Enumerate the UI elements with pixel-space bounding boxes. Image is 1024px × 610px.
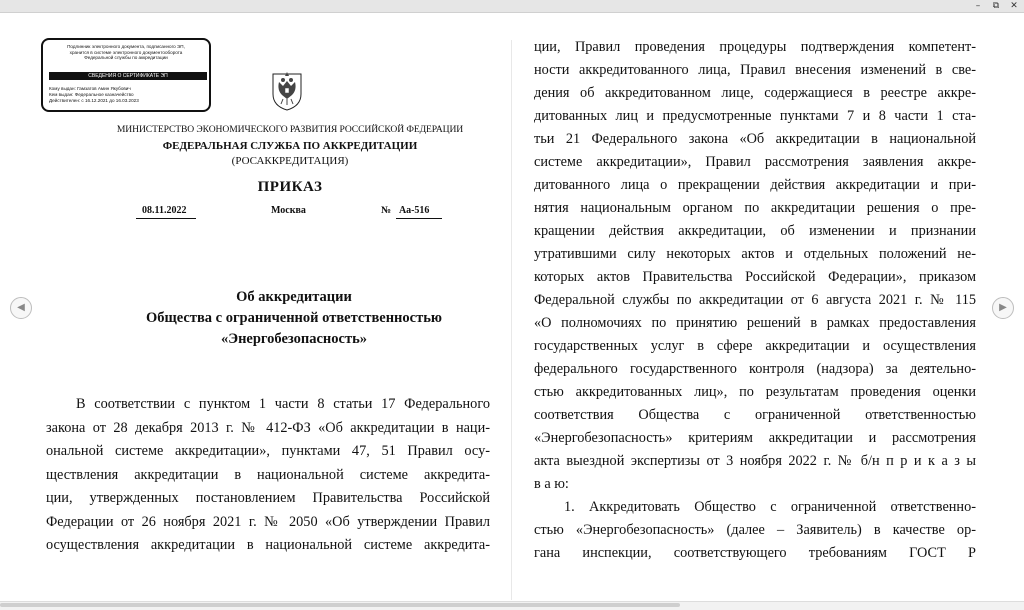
body-line: утратившими силу некоторых актов и отдельных положений не- [534, 246, 976, 262]
stamp-note-line: хранится в системе электронного документооборота [69, 49, 183, 55]
body-line: стью «Энергобезопасность» (далее – Заявитель) в качестве ор- [534, 522, 976, 538]
body-line: государственных услуг в сфере аккредитации и осуществления [534, 338, 976, 354]
window-title-bar [0, 0, 1024, 13]
stamp-note [43, 44, 209, 61]
body-line: «О полномочиях по принятию решений в рамках предоставления [534, 315, 976, 331]
body-line: дения об аккредитованном лице, содержащиеся в реестре аккре- [534, 85, 976, 101]
subject-line: «Энергобезопасность» [220, 331, 368, 347]
body-line: закона от 28 декабря 2013 г. № 412-ФЗ «Об аккредитации в наци- [46, 420, 490, 436]
body-line: Федерации от 26 ноября 2021 г. № 2050 «Об утверждении Правил [46, 514, 490, 530]
body-line: дитованных лиц и предусмотренные пунктами 7 и 8 части 1 ста- [534, 108, 976, 124]
coat-of-arms-icon [270, 68, 304, 112]
body-line: в а ю: [534, 476, 569, 492]
body-line: «Энергобезопасность» критериям аккредитации и рассмотрения [534, 430, 976, 446]
agency-short-name: (РОСАККРЕДИТАЦИЯ) [231, 155, 349, 167]
body-line: осуществления аккредитации в национальной системе аккредита- [46, 537, 490, 553]
subject-line: Об аккредитации [236, 289, 352, 305]
ministry-name: МИНИСТЕРСТВО ЭКОНОМИЧЕСКОГО РАЗВИТИЯ РОССИЙСКОЙ ФЕДЕРАЦИИ [116, 124, 464, 135]
body-line: ности аккредитованного лица, Правил внесения изменений в све- [534, 62, 976, 78]
body-line: ществления аккредитации в национальной системе аккредита- [46, 467, 490, 483]
order-subject [60, 287, 528, 350]
stamp-validity: Действителен: с 16.12.2021 до 16.03.2023 [49, 98, 139, 103]
body-line: гана инспекции, соответствующего требованиям ГОСТ Р [534, 545, 976, 561]
body-line: ональной системе аккредитации», пунктами 47, 51 Правил осу- [46, 443, 490, 459]
number-sign: № [381, 205, 392, 216]
minimize-button[interactable]: – [975, 1, 981, 11]
body-line: нятия национальным органом по аккредитации решения о пре- [534, 200, 976, 216]
body-line: кращении действия аккредитации, об изменении и признании [534, 223, 976, 239]
chevron-right-icon: ▶ [999, 302, 1007, 313]
digital-signature-stamp [41, 38, 211, 112]
chevron-left-icon: ◀ [17, 302, 25, 313]
stamp-owner: Кому выдан: Гамзатов Амин Якубович [49, 86, 131, 91]
body-line: соответствия Общества с ограниченной ответственностью [534, 407, 976, 423]
body-line: тьи 21 Федерального закона «Об аккредитации в национальной [534, 131, 976, 147]
order-title: ПРИКАЗ [257, 179, 323, 195]
body-line: федерального государственного контроля (надзора) за деятельно- [534, 361, 976, 377]
body-line: 1. Аккредитовать Общество с ограниченной ответственно- [564, 499, 976, 515]
stamp-note-line: Подлинник электронного документа, подписанного ЭП, [67, 44, 185, 49]
body-line: которых актов Правительства Российской Федерации», приказом [534, 269, 976, 285]
body-line: ции, утвержденных постановлением Правительства Российской [46, 490, 490, 506]
horizontal-scrollbar-thumb[interactable] [0, 603, 680, 607]
body-line: дитованного лица о прекращении действия аккредитации и при- [534, 177, 976, 193]
date-underline [136, 218, 196, 219]
number-underline [396, 218, 442, 219]
subject-line: Общества с ограниченной ответственностью [146, 310, 442, 326]
order-number: Аа-516 [399, 205, 430, 216]
body-line: Федеральной службы по аккредитации от 6 августа 2021 г. № 115 [534, 292, 976, 308]
next-page-button[interactable] [992, 297, 1014, 319]
stamp-note-line: Федеральной службы по аккредитации [84, 55, 168, 61]
body-line: ции, Правил проведения процедуры подтверждения компетент- [534, 39, 976, 55]
agency-name: ФЕДЕРАЛЬНАЯ СЛУЖБА ПО АККРЕДИТАЦИИ [162, 140, 418, 152]
body-line: В соответствии с пунктом 1 части 8 статьи 17 Федерального [76, 396, 490, 412]
restore-button[interactable]: ⧉ [992, 1, 1000, 11]
order-city: Москва [271, 205, 306, 216]
stamp-issuer: Кем выдан: Федеральное казначейство [49, 92, 134, 97]
close-button[interactable]: ✕ [1010, 1, 1018, 11]
body-line: системе аккредитации», Правил рассмотрения заявления аккре- [534, 154, 976, 170]
previous-page-button[interactable] [10, 297, 32, 319]
stamp-header: СВЕДЕНИЯ О СЕРТИФИКАТЕ ЭП [49, 72, 207, 80]
body-line: акта выездной экспертизы от 3 ноября 2022 г. № б/н п р и к а з ы [534, 453, 976, 469]
order-date: 08.11.2022 [142, 205, 187, 216]
body-line: стью аккредитованных лиц», по результатам проведения оценки [534, 384, 976, 400]
